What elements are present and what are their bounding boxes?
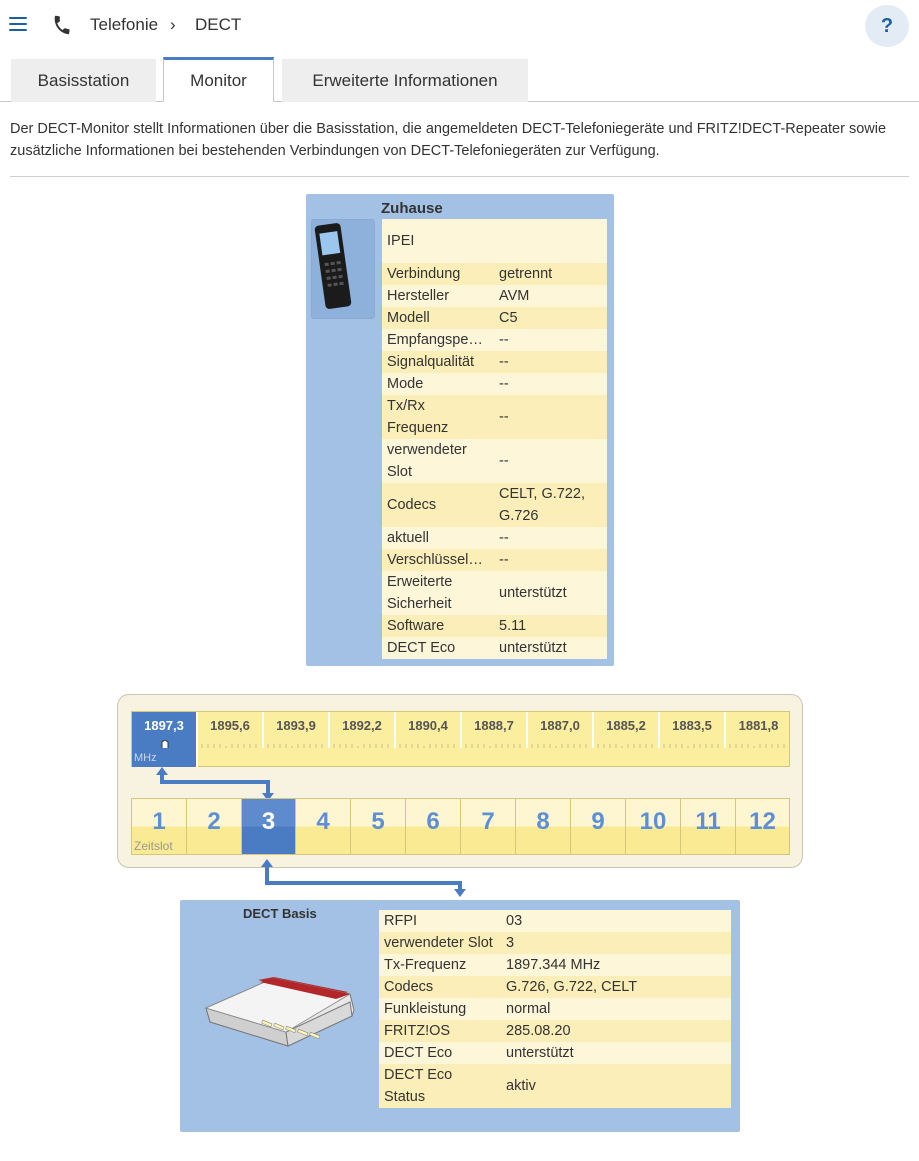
tab-bar xyxy=(0,57,919,102)
slot-cell: 11 xyxy=(681,799,736,854)
fritzbox-router-icon xyxy=(202,970,362,1050)
slot-bar xyxy=(131,798,790,855)
base-title: DECT Basis xyxy=(243,906,317,921)
base-value: unterstützt xyxy=(501,1042,731,1064)
phone-icon xyxy=(51,14,73,36)
breadcrumb-dect: DECT xyxy=(195,15,242,34)
slot-axis-label: Zeitslot xyxy=(134,839,173,853)
handset-value: -- xyxy=(494,373,607,395)
help-button[interactable]: ? xyxy=(865,5,909,47)
frequency-cell: 1888,7 xyxy=(462,712,528,748)
handset-key: verwendeter Slot xyxy=(382,439,494,483)
handset-value xyxy=(494,219,607,263)
handset-value: -- xyxy=(494,351,607,373)
page-description: Der DECT-Monitor stellt Informationen über die Basisstation, die angemeldeten DECT-Telefoniegeräte und FRITZ!DECT-Repeater sowie zusätzliche Informationen bei bestehenden Verbindungen von DECT-Telefoniegeräten zur Verfügung. xyxy=(10,121,887,159)
base-value: normal xyxy=(501,998,731,1020)
top-bar xyxy=(0,0,919,52)
menu-icon[interactable] xyxy=(9,17,27,31)
base-key: Codecs xyxy=(379,976,501,998)
handset-key: Mode xyxy=(382,373,494,395)
handset-key: Verschlüssel… xyxy=(382,549,494,571)
frequency-cell: 1885,2 xyxy=(594,712,660,748)
handset-key: Tx/Rx Frequenz xyxy=(382,395,494,439)
base-key: DECT Eco xyxy=(379,1042,501,1064)
slot-cell: 8 xyxy=(516,799,571,854)
slot-cell: 5 xyxy=(351,799,406,854)
breadcrumb-telefonie[interactable]: Telefonie xyxy=(90,15,159,34)
frequency-cell: 1892,2 xyxy=(330,712,396,748)
slot-cell: 10 xyxy=(626,799,681,854)
slot-base-connector xyxy=(260,857,470,899)
handset-key: Erweiterte Sicherheit xyxy=(382,571,494,615)
tab-erweiterte-informationen[interactable]: Erweiterte Informationen xyxy=(282,59,528,102)
base-station-panel xyxy=(180,900,740,1132)
frequency-cell: 1883,5 xyxy=(660,712,726,748)
slot-cell: 4 xyxy=(296,799,351,854)
handset-key: aktuell xyxy=(382,527,494,549)
base-key: verwendeter Slot xyxy=(379,932,501,954)
base-value: G.726, G.722, CELT xyxy=(501,976,731,998)
handset-value: unterstützt xyxy=(494,637,607,659)
handset-key: Verbindung xyxy=(382,263,494,285)
tab-basisstation[interactable]: Basisstation xyxy=(11,59,156,102)
handset-value: -- xyxy=(494,549,607,571)
handset-key: DECT Eco xyxy=(382,637,494,659)
handset-key: IPEI xyxy=(382,219,494,263)
frequency-cell: 1895,6 xyxy=(198,712,264,748)
base-value: aktiv xyxy=(501,1064,731,1108)
slot-cell: 1 xyxy=(132,799,187,854)
base-value: 03 xyxy=(501,910,731,932)
base-key: RFPI xyxy=(379,910,501,932)
slot-cell: 12 xyxy=(736,799,789,854)
handset-key: Empfangspe… xyxy=(382,329,494,351)
frequency-cell: 1893,9 xyxy=(264,712,330,748)
handset-value: getrennt xyxy=(494,263,607,285)
handset-key: Signalqualität xyxy=(382,351,494,373)
base-value: 3 xyxy=(501,932,731,954)
frequency-cell: 1890,4 xyxy=(396,712,462,748)
handset-name: Zuhause xyxy=(381,200,443,217)
base-key: Tx-Frequenz xyxy=(379,954,501,976)
base-key: Funkleistung xyxy=(379,998,501,1020)
handset-key: Codecs xyxy=(382,483,494,527)
frequency-bar xyxy=(131,711,790,767)
handset-value: AVM xyxy=(494,285,607,307)
handset-value: -- xyxy=(494,395,607,439)
frequency-ticks xyxy=(132,740,789,748)
frequency-cell: 1881,8 xyxy=(738,718,779,733)
frequency-unit: MHz xyxy=(134,752,157,764)
handset-key: Hersteller xyxy=(382,285,494,307)
handset-key: Modell xyxy=(382,307,494,329)
handset-info-table xyxy=(382,219,607,659)
handset-panel xyxy=(306,194,614,666)
frequency-cell: 1887,0 xyxy=(528,712,594,748)
slot-cell: 6 xyxy=(406,799,461,854)
handset-value: unterstützt xyxy=(494,571,607,615)
handset-value: CELT, G.722, G.726 xyxy=(494,483,607,527)
breadcrumb-separator: › xyxy=(170,15,176,34)
base-value: 285.08.20 xyxy=(501,1020,731,1042)
divider xyxy=(10,176,909,177)
base-key: FRITZ!OS xyxy=(379,1020,501,1042)
dect-channel-panel xyxy=(117,694,803,868)
tab-monitor[interactable]: Monitor xyxy=(163,57,274,102)
base-key: DECT Eco Status xyxy=(379,1064,501,1108)
frequency-slot-connector xyxy=(154,767,278,801)
handset-value: -- xyxy=(494,527,607,549)
handset-key: Software xyxy=(382,615,494,637)
frequency-cell: 1897,3 xyxy=(132,712,198,767)
slot-cell: 7 xyxy=(461,799,516,854)
handset-value: C5 xyxy=(494,307,607,329)
base-value: 1897.344 MHz xyxy=(501,954,731,976)
handset-image-icon xyxy=(311,219,375,319)
slot-cell: 3 xyxy=(242,799,296,854)
base-info-table xyxy=(379,910,731,1108)
handset-value: -- xyxy=(494,329,607,351)
slot-cell: 9 xyxy=(571,799,626,854)
slot-cell: 2 xyxy=(187,799,242,854)
handset-value: -- xyxy=(494,439,607,483)
handset-value: 5.11 xyxy=(494,615,607,637)
